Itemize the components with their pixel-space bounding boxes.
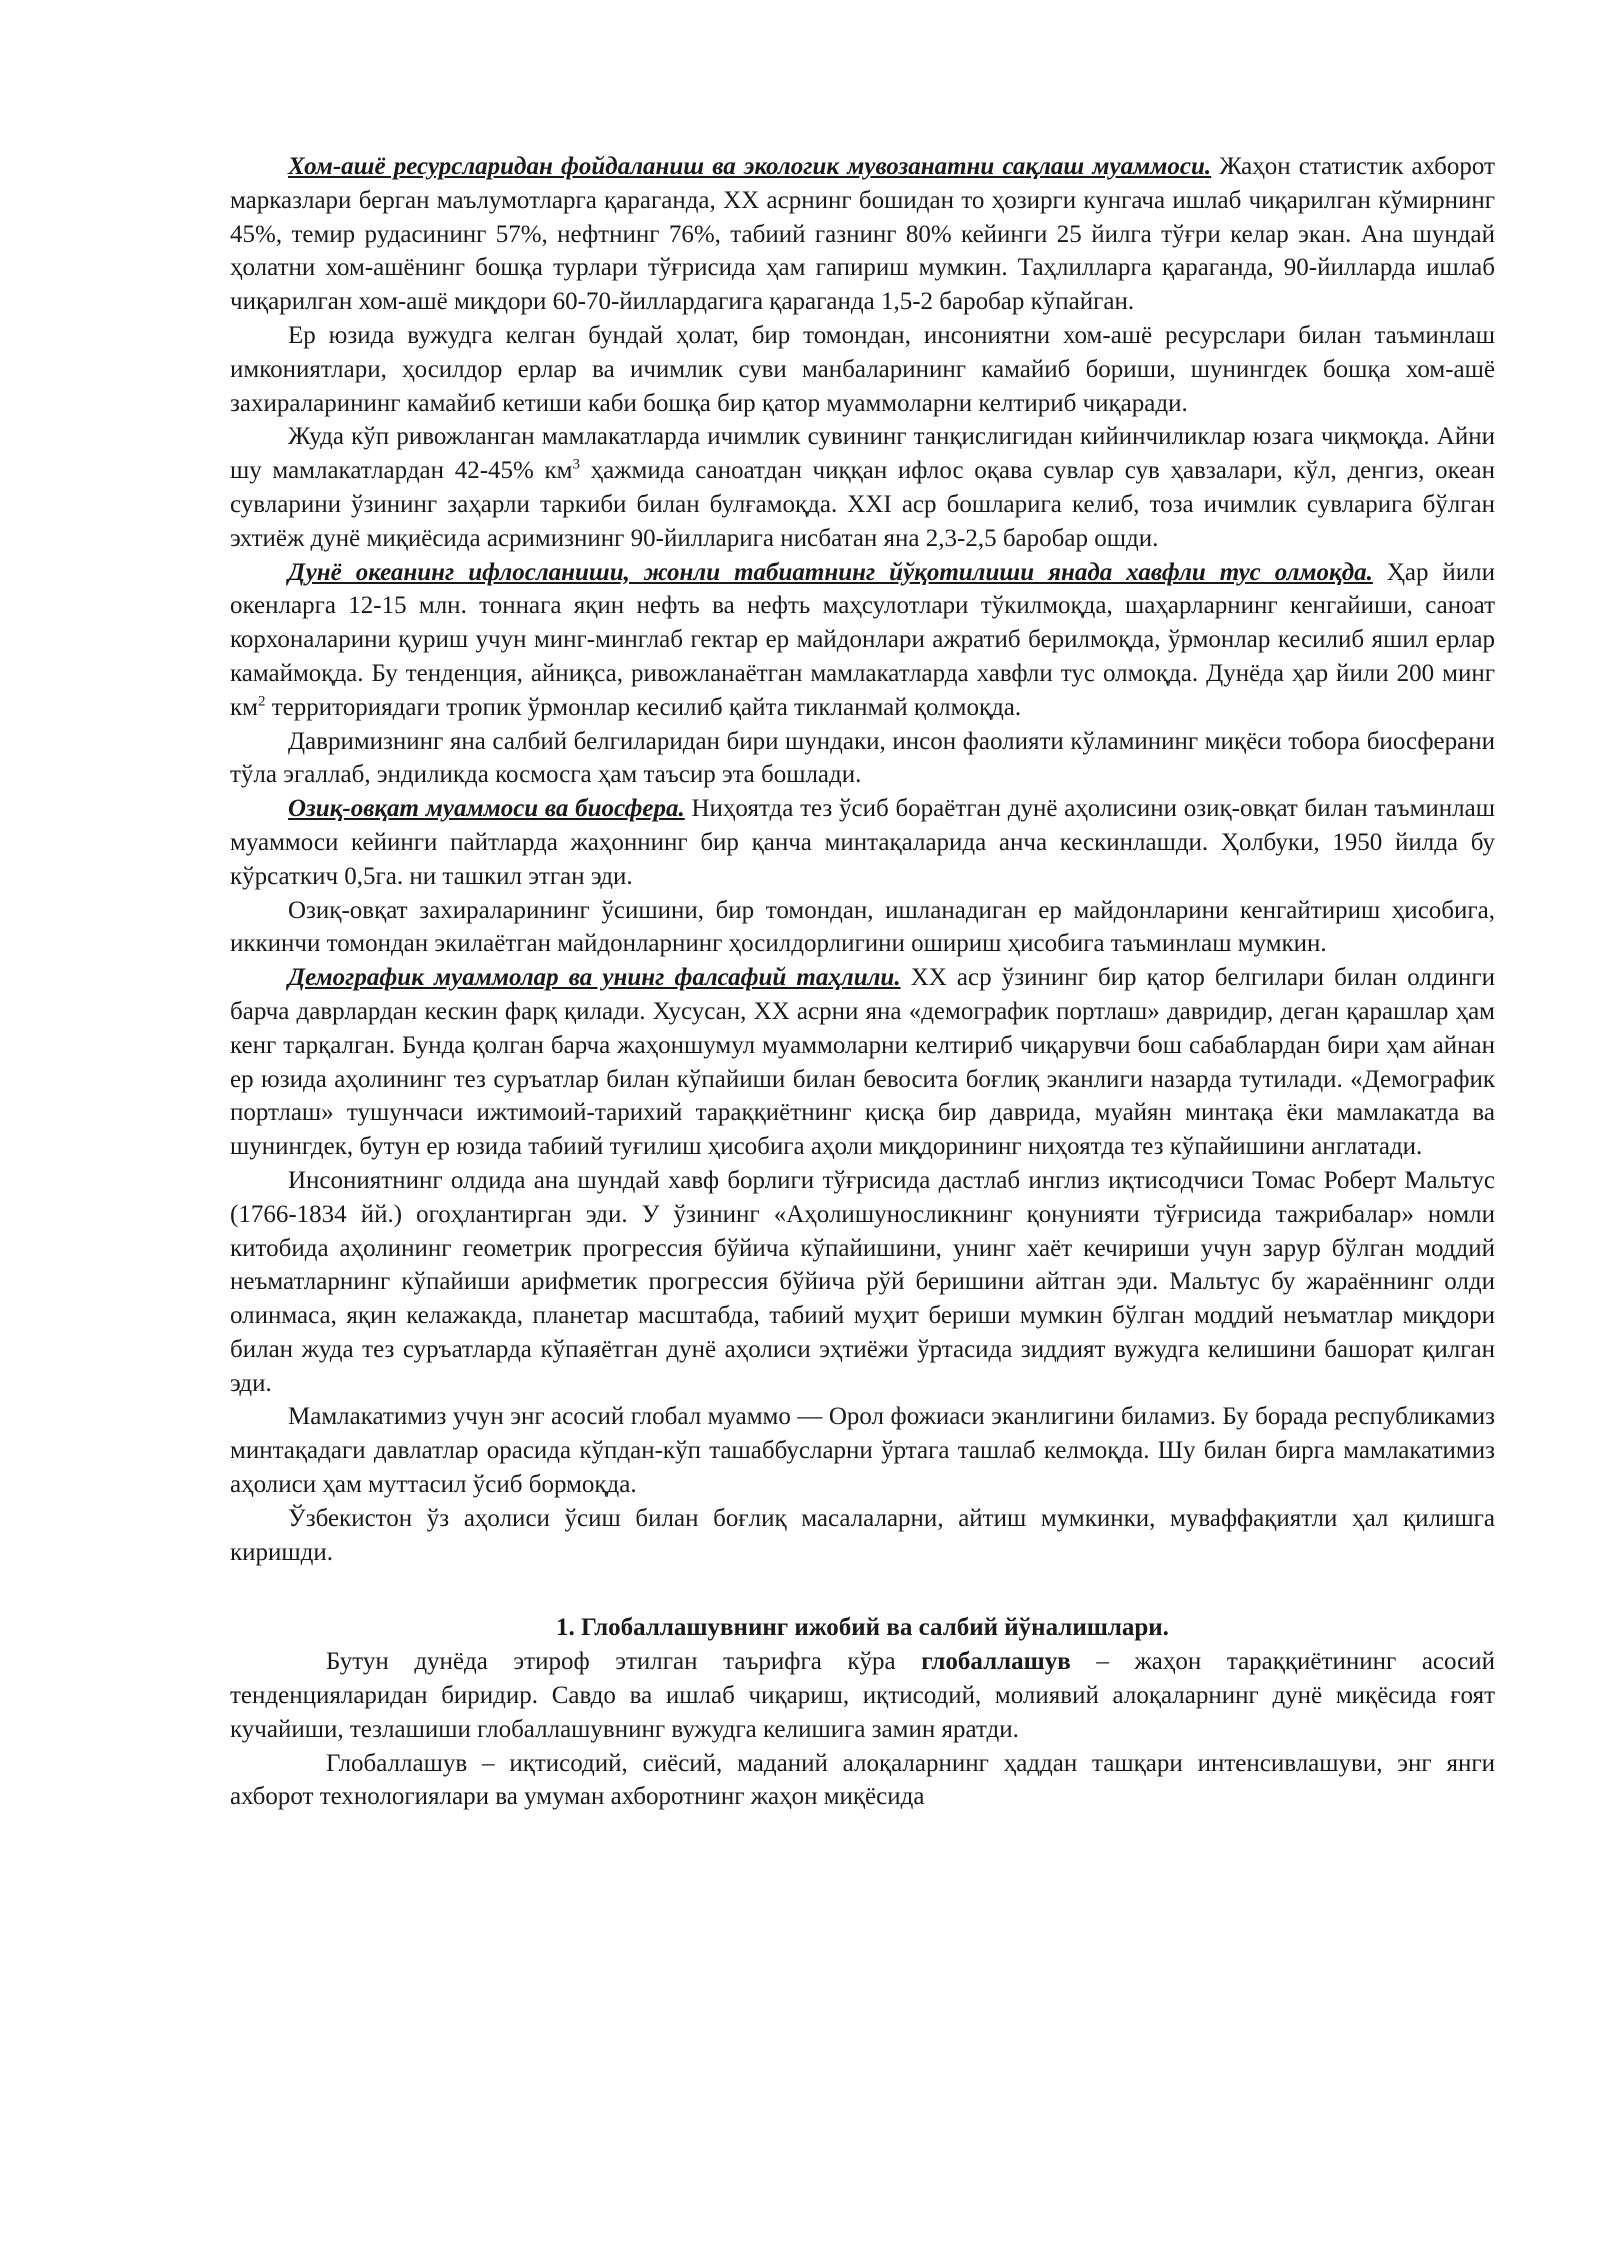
superscript: 3 xyxy=(572,456,580,473)
paragraph-globalization xyxy=(230,1645,1495,1746)
document-page xyxy=(230,150,1495,1814)
paragraph-text: XX аср ўзининг бир қатор белгилари билан олдинги барча даврлардан кескин фарқ қилади. Хусусан, XX асрни яна «демографик портлаш» давридир, деган қарашлар ҳам кенг тарқалган. Бунда қолган барча жаҳоншумул муаммоларни келтириб чиқарувчи бош сабаблардан бири ҳам айнан ер юзида аҳолининг тез суръатлар билан кўпайиши билан бевосита боғлиқ эканлиги назарда тутилади. «Демографик портлаш» тушунчаси ижтимоий-тарихий тараққиётнинг қисқа бир даврида, муайян минтақа ёки мамлакатда ва шунингдек, бутун ер юзида табиий туғилиш ҳисобига аҳоли миқдорининг ниҳоятда тез кўпайишини англатади. xyxy=(230,964,1495,1161)
paragraph-text: – жаҳон тараққиётининг асосий тенденцияларидан биридир. Савдо ва ишлаб чиқариш, иқтисодий, молиявий алоқаларнинг дунё миқёсида ғоят кучайиши, тезлашиши глобаллашувнинг вужудга келишига замин яратди. xyxy=(230,1648,1495,1743)
paragraph-demography xyxy=(230,961,1495,1164)
paragraph-text: Ҳар йили окенларга 12-15 млн. тоннага яқин нефть ва нефть маҳсулотлари тўкилмоқда, шаҳарларнинг кенгайиши, саноат корхоналарини қуриш учун минг-минглаб гектар ер майдонлари ажратиб берилмоқда, ўрмонлар кесилиб яшил ерлар камаймоқда. Бу тенденция, айниқса, ривожланаётган мамлакатларда хавфли тус олмоқда. Дунёда ҳар йили 200 минг км xyxy=(230,558,1495,721)
paragraph-text: Глобаллашув – иқтисодий, сиёсий, маданий алоқаларнинг ҳаддан ташқари интенсивлашуви, энг янги ахборот технологиялари ва умуман ахборотнинг жаҳон миқёсида xyxy=(230,1749,1495,1811)
heading-demography: Демографик муаммолар ва унинг фалсафий таҳлили. xyxy=(288,964,901,992)
section-title: 1. Глобаллашувнинг ижобий ва салбий йўналишлари. xyxy=(556,1614,1169,1642)
paragraph-text: Ер юзида вужудга келган бундай ҳолат, бир томондан, инсониятни хом-ашё ресурслари билан таъминлаш имкониятлари, ҳосилдор ерлар ва ичимлик суви манбаларининг камайиб бориши, шунингдек бошқа хом-ашё захираларининг камайиб кетиши каби бошқа бир қатор муаммоларни келтириб чиқаради. xyxy=(230,321,1495,417)
paragraph-text: Ниҳоятда тез ўсиб бораётган дунё аҳолисини озиқ-овқат билан таъминлаш муаммоси кейинги пайтларда жаҳоннинг бир қанча минтақаларида анча кескинлашди. Ҳолбуки, 1950 йилда бу кўрсаткич 0,5га. ни ташкил этган эди. xyxy=(230,795,1495,890)
paragraph-globalization-def xyxy=(230,1747,1495,1815)
paragraph-food xyxy=(230,792,1495,893)
paragraph-ocean xyxy=(230,556,1495,725)
paragraph-text: Инсониятнинг олдида ана шундай хавф борлиги тўғрисида дастлаб инглиз иқтисодчиси Томас Роберт Мальтус (1766-1834 йй.) огоҳлантирган эди. У ўзининг «Аҳолишуносликнинг қонунияти тўғрисида тажрибалар» номли китобида аҳолининг геометрик прогрессия бўйича кўпайишини, унинг хаёт кечириши учун зарур бўлган моддий неъматларнинг кўпайиши арифметик прогрессия бўйича рўй беришини айтган эди. Мальтус бу жараённинг олди олинмаса, яқин келажакда, планетар масштабда, табиий муҳит бериши мумкин бўлган моддий неъматлар миқдори билан жуда тез суръатларда кўпаяётган дунё аҳолиси эҳтиёжи ўртасида зиддият вужудга келишини башорат қилган эди. xyxy=(230,1166,1495,1397)
paragraph xyxy=(230,725,1495,793)
paragraph xyxy=(230,1502,1495,1570)
heading-raw-materials: Хом-ашё ресурсларидан фойдаланиш ва экологик мувозанатни сақлаш муаммоси. xyxy=(288,153,1212,180)
paragraph-text: Жаҳон статистик ахборот марказлари берган маълумотларга қараганда, XX асрнинг бошидан то ҳозирги кунгача ишлаб чиқарилган кўмирнинг 45%, темир рудасининг 57%, нефтнинг 76%, табиий газнинг 80% кейинги 25 йилга тўғри келар экан. Ана шундай ҳолатни хом-ашёнинг бошқа турлари тўғрисида ҳам гапириш мумкин. Таҳлилларга қараганда, 90-йилларда ишлаб чиқарилган хом-ашё миқдори 60-70-йиллардагига қараганда 1,5-2 баробар кўпайган. xyxy=(230,153,1495,316)
superscript: 2 xyxy=(257,693,266,710)
paragraph-text: Озиқ-овқат захираларининг ўсишини, бир томондан, ишланадиган ер майдонларини кенгайтириш ҳисобига, иккинчи томондан экилаётган майдонларнинг ҳосилдорлигини ошириш ҳисобига таъминлаш мумкин. xyxy=(230,896,1495,958)
paragraph-text: Ўзбекистон ўз аҳолиси ўсиш билан боғлиқ масалаларни, айтиш мумкинки, муваффақиятли ҳал қилишга киришди. xyxy=(230,1504,1495,1566)
bold-term: глобаллашув xyxy=(921,1648,1071,1676)
paragraph-text: ҳажмида саноатдан чиққан ифлос оқава сувлар сув ҳавзалари, кўл, денгиз, океан сувларини ўзининг заҳарли таркиби билан булғамоқда. XXI аср бошларига келиб, тоза ичимлик сувларига бўлган эхтиёж дунё миқиёсида асримизнинг 90-йилларига нисбатан яна 2,3-2,5 баробар ошди. xyxy=(230,457,1495,552)
paragraph-text: Жуда кўп ривожланган мамлакатларда ичимлик сувининг танқислигидан кийинчиликлар юзага чиқмоқда. Айни шу мамлакатлардан 42-45% км xyxy=(230,423,1495,485)
paragraph-water xyxy=(230,420,1495,555)
paragraph xyxy=(230,894,1495,962)
heading-food: Озиқ-овқат муаммоси ва биосфера. xyxy=(288,795,685,823)
paragraph-text: территориядаги тропик ўрмонлар кесилиб қайта тикланмай қолмоқда. xyxy=(265,693,1022,721)
paragraph-text: Мамлакатимиз учун энг асосий глобал муаммо — Орол фожиаси эканлигини биламиз. Бу борада республикамиз минтақадаги давлатлар орасида кўпдан-кўп ташаббусларни ўртага ташлаб келмоқда. Шу билан бирга мамлакатимиз аҳолиси ҳам муттасил ўсиб бормоқда. xyxy=(230,1403,1495,1499)
paragraph-text: Давримизнинг яна салбий белгиларидан бири шундаки, инсон фаолияти кўламининг миқёси тобора биосферани тўла эгаллаб, эндиликда космосга ҳам таъсир этa бошлади. xyxy=(230,727,1495,789)
paragraph-raw-materials xyxy=(230,150,1495,319)
paragraph xyxy=(230,1400,1495,1501)
heading-ocean: Дунё океанинг ифлосланиши, жонли табиатнинг йўқотилиши янада хавфли тус олмоқда. xyxy=(288,558,1373,586)
paragraph xyxy=(230,1164,1495,1401)
paragraph xyxy=(230,319,1495,420)
paragraph-text: Бутун дунёда этироф этилган таърифга кўра xyxy=(326,1648,922,1676)
